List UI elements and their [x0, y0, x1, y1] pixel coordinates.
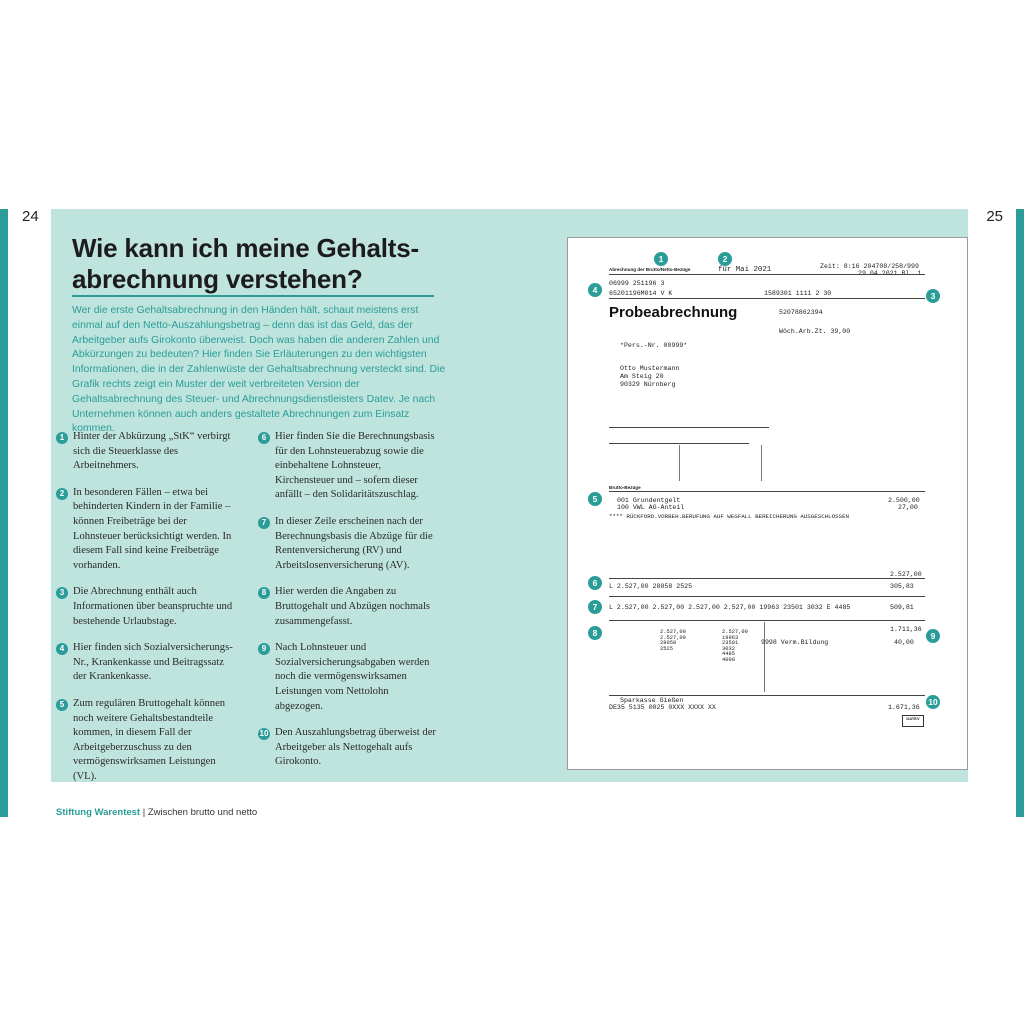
divider [609, 596, 925, 597]
payslip-sv-row: L 2.527,00 2.527,00 2.527,00 2.527,00 19963 23501 3032 E 4485 [609, 604, 851, 611]
payslip-marker-10: 10 [926, 695, 940, 709]
left-edge-bar [0, 209, 8, 817]
payslip-firm: *Pers.-Nr. 00999* [620, 342, 688, 349]
note-item [56, 641, 236, 685]
payslip-netto: 1.711,36 [890, 626, 922, 633]
payslip-marker-1: 1 [654, 252, 668, 266]
payslip-summary-left: 2.527,00 2.527,00 28058 2525 [660, 629, 686, 652]
page-title-line2: abrechnung verstehen? [72, 264, 363, 294]
payslip-hours: Wöch.Arb.Zt. 39,00 [779, 328, 851, 335]
payslip-abzug-amount: 40,00 [894, 639, 914, 646]
payslip-marker-5: 5 [588, 492, 602, 506]
divider [609, 695, 925, 696]
note-text-4: Hier finden sich Sozialversicherungs-Nr., Krankenkasse und Beitragssatz der Krankenkasse. [73, 642, 233, 683]
payslip-bank: Sparkasse Gießen [620, 697, 684, 704]
note-text-2: In besonderen Fällen – etwa bei behinderten Kindern in der Familie – können Freibeträge bei der Lohnsteuer berücksichtigt werden. In diesem Fall sind keine Freibeträge vorhanden. [73, 486, 232, 571]
payslip-marker-7: 7 [588, 600, 602, 614]
payslip-period: für Mai 2021 [718, 266, 772, 274]
note-number-3: 3 [56, 587, 68, 599]
payslip-header-label: Abrechnung der Brutto/Netto-Bezüge [609, 267, 691, 272]
note-item [258, 641, 438, 714]
note-number-9: 9 [258, 643, 270, 655]
datev-logo: DATEV [902, 715, 924, 727]
note-item [56, 585, 236, 629]
note-text-6: Hier finden Sie die Berechnungsbasis für den Lohnsteuerabzug sowie die einbehaltene Lohnsteuer, Kirchensteuer und – sofern dieser anfällt – den Solidaritätszuschlag. [275, 431, 435, 501]
note-item [258, 430, 438, 503]
payslip-pers-nr: 06999 251196 3 [609, 280, 665, 287]
note-number-2: 2 [56, 488, 68, 500]
payslip-marker-4: 4 [588, 283, 602, 297]
note-text-8: Hier werden die Angaben zu Bruttogehalt und Abzügen nochmals zusammengefasst. [275, 586, 431, 627]
note-number-7: 7 [258, 517, 270, 529]
payslip-steuer-id: 52078862394 [779, 309, 823, 316]
payslip-marker-9: 9 [926, 629, 940, 643]
divider [609, 427, 769, 428]
note-number-1: 1 [56, 432, 68, 444]
divider [609, 491, 925, 492]
divider [609, 578, 925, 579]
note-item [56, 486, 236, 574]
note-text-5: Zum regulären Bruttogehalt können noch weitere Gehaltsbestandteile kommen, in diesem Fall der Arbeitgeberzuschuss zu den vermögenswirksamen Leistungen (VL). [73, 697, 226, 782]
payslip-sec-brutto: Brutto-Bezüge [609, 485, 641, 490]
note-number-8: 8 [258, 587, 270, 599]
divider [761, 445, 762, 481]
payslip-name: Otto Mustermann [620, 365, 680, 372]
payslip-marker-8: 8 [588, 626, 602, 640]
note-item [56, 430, 236, 474]
payslip-steuer-netto: 305,83 [890, 583, 914, 590]
note-text-10: Den Auszahlungsbetrag überweist der Arbeitgeber als Nettogehalt aufs Girokonto. [275, 727, 436, 768]
note-text-1: Hinter der Abkürzung „StK“ verbirgt sich die Steuerklasse des Arbeitnehmers. [73, 431, 231, 472]
footer-separator: | [140, 807, 148, 818]
payslip-abzug-line: 9998 Verm.Bildung [761, 639, 829, 646]
page-title [72, 233, 452, 295]
page-footer [56, 807, 257, 818]
payslip-gesamt-brutto: 2.527,00 [890, 571, 922, 578]
note-number-4: 4 [56, 643, 68, 655]
note-number-5: 5 [56, 699, 68, 711]
notes-column-left [56, 430, 236, 796]
notes-column-right [258, 430, 438, 782]
footer-section: Zwischen brutto und netto [147, 807, 258, 818]
divider [609, 443, 749, 444]
note-item [258, 515, 438, 573]
note-item [258, 585, 438, 629]
payslip-brutto-line2: 100 VWL AG-Anteil [617, 504, 685, 511]
page-number-left: 24 [22, 208, 39, 225]
footer-brand: Stiftung Warentest [56, 807, 141, 818]
payslip-tax-row: L 2.527,00 28058 2525 [609, 583, 693, 590]
payslip-marker-6: 6 [588, 576, 602, 590]
payslip-sv-nr: 65201196M014 V K [609, 290, 673, 297]
payslip-summary-right: 2.527,00 19963 23501 3032 4485 4000 [722, 629, 748, 663]
payslip-title: Probeabrechnung [609, 304, 738, 321]
intro-paragraph: Wer die erste Gehaltsabrechnung in den Händen hält, schaut meistens erst einmal auf den Netto-Auszahlungsbetrag – denn das ist das Geld, das der Arbeitgeber aufs Girokonto überweist. Doch was haben die anderen Zahlen und Abkürzungen zu bedeuten? Hier finden Sie Erläuterungen zu den wichtigsten Informationen, die in der Zahlenwüste der Gehaltsabrechnung versteckt sind. Die Grafik rechts zeigt ein Muster der weit verbreiteten Version der Gehaltsabrechnung des Steuer- und Abrechnungsdienstleisters Datev. Je nach Unternehmen können auch anders gestaltete Abrechnungen zum Einsatz kommen. [72, 305, 446, 435]
payslip-marker-3: 3 [926, 289, 940, 303]
note-number-10: 10 [259, 729, 269, 739]
note-item [258, 726, 438, 770]
divider [609, 298, 925, 299]
payslip-brutto-amount1: 2.500,00 [888, 497, 920, 504]
sample-payslip [567, 237, 968, 770]
payslip-sv-total: 509,81 [890, 604, 914, 611]
payslip-marker-2: 2 [718, 252, 732, 266]
divider [764, 622, 765, 692]
payslip-street: Am Steig 20 [620, 373, 664, 380]
payslip-brutto-line1: 001 Grundentgelt [617, 497, 681, 504]
payslip-brutto-amount2: 27,00 [898, 504, 918, 511]
divider [679, 445, 680, 481]
payslip-city: 90329 Nürnberg [620, 381, 676, 388]
note-item [56, 697, 236, 785]
right-edge-bar [1016, 209, 1024, 817]
payslip-sv-code: 1589301 1111 2 30 [764, 290, 832, 297]
title-underline [72, 295, 434, 297]
page-number-right: 25 [986, 208, 1003, 225]
payslip-zeit: Zeit: 8:16 204708/258/999 [820, 263, 919, 270]
note-text-7: In dieser Zeile erscheinen nach der Berechnungsbasis die Abzüge für die Rentenversicherung (RV) und Arbeitslosenversicherung (AV). [275, 515, 433, 571]
page-title-line1: Wie kann ich meine Gehalts- [72, 233, 419, 263]
payslip-notice: **** RÜCKFORD.VORBEH.BERUFUNG AUF WEGFALL BEREICHERUNG AUSGESCHLOSSEN [609, 513, 850, 520]
note-number-6: 6 [258, 432, 270, 444]
divider [609, 274, 925, 275]
payslip-iban: DE35 5135 0025 0XXX XXXX XX [609, 704, 716, 711]
payslip-auszahlung: 1.671,36 [888, 704, 920, 711]
divider [609, 620, 925, 621]
note-text-9: Nach Lohnsteuer und Sozialversicherungsabgaben werden noch die vermögenswirksamen Leistungen vom Nettolohn abgezogen. [275, 642, 430, 712]
note-text-3: Die Abrechnung enthält auch Informationen über beanspruchte und bestehende Urlaubstage. [73, 586, 233, 627]
